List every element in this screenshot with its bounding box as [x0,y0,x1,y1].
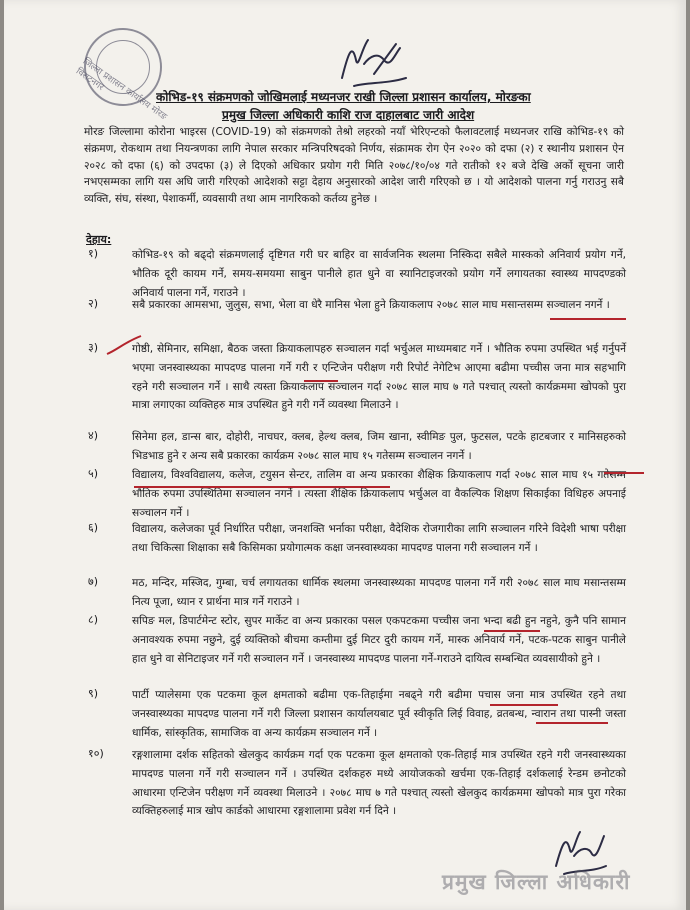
directive-heading: देहाय: [86,233,112,246]
item-text: सपिङ मल, डिपार्टमेन्ट स्टोर, सुपर मार्केट वा अन्य प्रकारका पसल एकपटकमा पच्चीस जना भन्दा बढी हुन नहुने, कुनै पनि सामान अनावश्यक रुपमा नछुने, दुई व्यक्तिको बीचमा कम्तीमा दुई मिटर दुरी कायम गर्ने, मास्क अनिवार्य गर्ने, पटक-पटक साबुन पानीले हात धुने वा सेनिटाइजर गर्ने गरी सञ्चालन गर्ने । जनस्वास्थ्य मापदण्ड पालना गर्ने-गराउने दायित्व सम्बन्धित व्यवसायीको हुने । [132,615,626,665]
red-underline [490,704,558,706]
item-text: मठ, मन्दिर, मस्जिद, गुम्बा, चर्च लगायतका धार्मिक स्थलमा जनस्वास्थ्यका मापदण्ड पालना गर्ने गरी २०७८ साल माघ मसान्तसम्म नित्य पूजा, ध्यान र प्रार्थना मात्र गर्ने गराउने । [132,577,626,608]
item-text: विद्यालय, विश्वविद्यालय, कलेज, टयुसन सेन्टर, तालिम वा अन्य प्रकारका शैक्षिक क्रियाकलाप गर्दा २०७८ साल माघ १५ गतेसम्म भौतिक रुपमा उपस्थितिमा सञ्चालन नगर्ने । त्यस्ता शैक्षिक क्रियाकलाप भर्चुअल वा वैकल्पिक शिक्षण सिकाईका विधिहरु अपनाई सञ्चालन गर्ने । [132,469,626,519]
red-underline [134,486,390,488]
seal-text: जिल्ला प्रशासन कार्यालय मोरङ विराटनगर [73,56,169,123]
item-number: ३) [88,341,99,354]
item-text: विद्यालय, कलेजका पूर्व निर्धारित परीक्षा, जनशक्ति भर्नाका परीक्षा, वैदेशिक रोजगारीका लागि सञ्चालन गरिने विदेशी भाषा परीक्षा तथा चिकित्सा शिक्षाका सबै किसिमका प्रयोगात्मक कक्षा जनस्वास्थ्यका मापदण्ड पालना गरी सञ्चालन गर्ने । [132,523,626,554]
item-text: कोभिड-१९ को बढ्दो संक्रमणलाई दृष्टिगत गरी घर बाहिर वा सार्वजनिक स्थलमा निस्किदा सबैले मास्कको अनिवार्य प्रयोग गर्ने, भौतिक दूरी कायम गर्ने, समय-समयमा साबुन पानीले हात धुने वा स्यानिटाइजरको प्रयोग गर्ने लगायतका स्वास्थ्य मापदण्डको अनिवार्य पालना गर्ने, गराउने । [132,249,626,299]
red-underline [550,318,626,320]
item-number: १) [88,247,99,260]
item-number: ६) [88,521,99,534]
intro-paragraph: मोरङ जिल्लामा कोरोना भाइरस (COVID-19) को संक्रमणको तेश्रो लहरको नयाँ भेरिएन्टको फैलावटलाई मध्यनजर राखि कोभिड-१९ को संक्रमण, रोकथाम तथा नियन्त्रणका लागि नेपाल सरकार मन्त्रिपरिषदको निर्णय, संक्रामक रोग ऐन २०२० को दफा (२) र स्थानीय प्रशासन ऐन २०२८ को दफा (६) को उपदफा (३) ले दिएको अधिकार प्रयोग गरी मिति २०७८/१०/०४ गते रातीको १२ बजे देखि अर्को सूचना जारी नभएसम्मका लागि यस अघि जारी गरिएको आदेशको सट्टा देहाय अनुसारको आदेश जारी गरिएको छ । यो आदेशको पालना गर्नु गराउनु सबै व्यक्ति, संघ, संस्था, पेशाकर्मी, व्यवसायी तथा आम नागरिकको कर्तव्य हुनेछ । [84,126,624,206]
item-text: पार्टी प्यालेसमा एक पटकमा कूल क्षमताको बढीमा एक-तिहाईमा नबढ्ने गरी बढीमा पचास जना मात्र उपस्थित रहने तथा जनस्वास्थ्यका मापदण्ड पालना गर्ने गरी जिल्ला प्रशासन कार्यालयबाट पूर्व स्वीकृति लिई विवाह, व्रतबन्ध, न्वारान तथा पास्नी जस्ता धार्मिक, सांस्कृतिक, सामाजिक वा अन्य कार्यक्रम सञ्चालन गर्ने । [132,689,626,739]
item-text: सिनेमा हल, डान्स बार, दोहोरी, नाचघर, क्लब, हेल्थ क्लब, जिम खाना, स्वीमिङ पुल, फुटसल, पटके हाटबजार र मानिसहरुको भिडभाड हुने र अन्य सबै प्रकारका कार्यक्रम २०७८ साल माघ १५ गतेसम्म सञ्चालन नगर्ने । [132,431,626,462]
item-number: ४) [88,429,99,442]
document-title-line2: प्रमुख जिल्ला अधिकारी काशि राज दाहालबाट जारी आदेश [222,108,475,122]
official-stamp: प्रमुख जिल्ला अधिकारी [442,870,631,894]
red-underline [484,630,540,632]
red-pen-mark [105,332,145,358]
item-number: ७) [88,575,99,588]
red-underline [604,472,644,474]
item-number: १०) [88,747,104,760]
item-text: गोष्ठी, सेमिनार, समिक्षा, बैठक जस्ता क्रियाकलापहरु सञ्चालन गर्दा भर्चुअल माध्यमबाट गर्ने । भौतिक रुपमा उपस्थित भई गर्नुपर्ने भएमा जनस्वास्थ्यका मापदण्ड पालना गर्ने गरी र एन्टिजेन परीक्षण गरी रिपोर्ट नेगेटिभ आएमा बढीमा पच्चीस जना मात्र सहभागि रहने गरी सञ्चालन गर्ने । साथै त्यस्ता क्रियाकलाप सञ्चालन गर्दा २०७८ साल माघ ७ गते पश्चात् त्यस्तो कार्यक्रममा खोपको पुरा मात्रा लगाएका व्यक्तिहरु मात्र उपस्थित हुने गरी गर्ने व्यवस्था मिलाउने । [132,343,626,412]
red-underline [536,722,608,724]
item-number: ९) [88,687,99,700]
item-number: २) [88,297,99,310]
item-text: सबै प्रकारका आमसभा, जुलुस, सभा, भेला वा धेरै मानिस भेला हुने क्रियाकलाप २०७८ साल माघ मसान्तसम्म सञ्चालन नगर्ने । [132,299,610,311]
document-page [4,0,686,910]
signature-top [334,34,412,94]
item-number: ८) [88,613,99,626]
document-title-line1: कोभिड-१९ संक्रमणको जोखिमलाई मध्यनजर राखी जिल्ला प्रशासन कार्यालय, मोरङका [156,90,531,104]
item-number: ५) [88,467,99,480]
item-text: रङ्गशालामा दर्शक सहितको खेलकुद कार्यक्रम गर्दा एक पटकमा कूल क्षमताको एक-तिहाई मात्र उपस्थित रहने गरी जनस्वास्थ्यका मापदण्ड पालना गर्ने गरी सञ्चालन गर्ने । उपस्थित दर्शकहरु मध्ये आयोजकको खर्चमा एक-तिहाई दर्शकलाई रेन्डम छनोटको आधारमा एन्टिजेन परीक्षण गर्ने व्यवस्था मिलाउने । २०७८ माघ ७ गते पश्चात् त्यस्तो खेलकुद कार्यक्रममा खोपको मात्र पुरा गरेका व्यक्तिहरुलाई मात्र खोप कार्डको आधारमा रङ्गशालामा प्रवेश गर्न दिने । [132,749,626,818]
red-underline [304,380,338,382]
